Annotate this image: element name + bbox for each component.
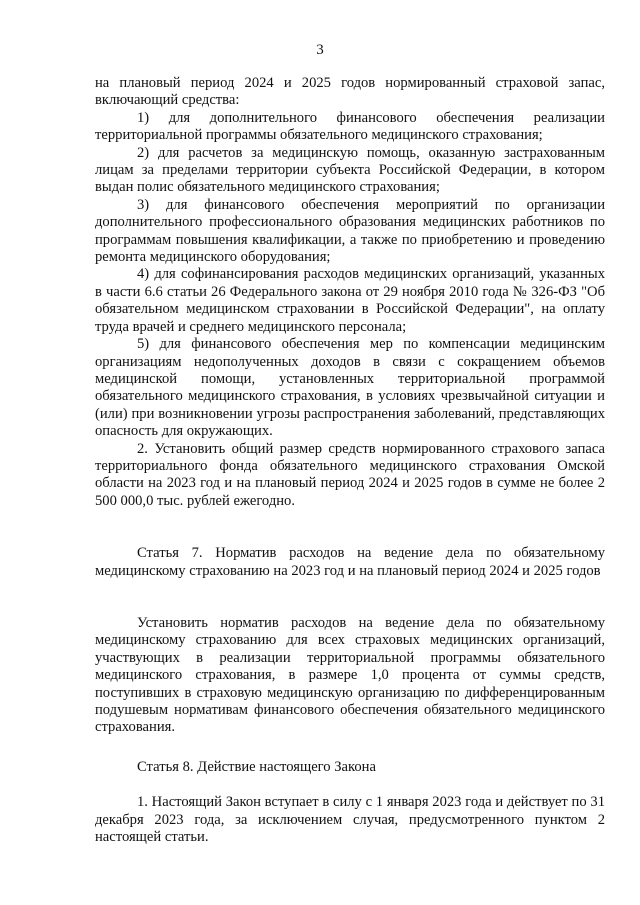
paragraph-continuation: на плановый период 2024 и 2025 годов нормированный страховой запас, включающий средства: — [95, 75, 605, 109]
article-8-heading: Статья 8. Действие настоящего Закона — [137, 758, 376, 775]
article-7-heading: Статья 7. Норматив расходов на ведение дела по обязательному медицинскому страхованию на 2023 год и на плановый период 2024 и 2025 годов — [95, 545, 605, 579]
list-item-1: 1) для дополнительного финансового обеспечения реализации территориальной программы обязательного медицинского страхования; — [95, 109, 605, 144]
document-body — [95, 75, 605, 846]
list-item-5: 5) для финансового обеспечения мер по компенсации медицинским организациям недополученных доходов в связи с сокращением объемов медицинской помощи, установленных территориальной программой обязательного медицинского страхования, в условиях чрезвычайной ситуации и (или) при возникновении угрозы распространения заболеваний, представляющих опасность для окружающих. — [95, 336, 605, 440]
page-number: 3 — [316, 42, 324, 58]
article-7-text: Установить норматив расходов на ведение дела по обязательному медицинскому страхованию для всех страховых медицинских организаций, участвующих в реализации территориальной программы обязательного медицинского страхования, в размере 1,0 процента от суммы средств, поступивших в страховую медицинскую организацию по дифференцированным подушевым нормативам финансового обеспечения обязательного медицинского страхования. — [95, 614, 605, 736]
list-item-4: 4) для софинансирования расходов медицинских организаций, указанных в части 6.6 статьи 26 Федерального закона от 29 ноября 2010 года № 326-ФЗ "Об обязательном медицинском страховании в Российской Федерации", на оплату труда врачей и среднего медицинского персонала; — [95, 266, 605, 335]
list-item-3: 3) для финансового обеспечения мероприятий по организации дополнительного профессионального образования медицинских работников по программам повышения квалификации, а также по приобретению и проведению ремонта медицинского оборудования; — [95, 196, 605, 266]
article-8-point-1: 1. Настоящий Закон вступает в силу с 1 января 2023 года и действует по 31 декабря 2023 года, за исключением случая, предусмотренного пунктом 2 настоящей статьи. — [95, 794, 605, 846]
list-item-2: 2) для расчетов за медицинскую помощь, оказанную застрахованным лицам за пределами территории субъекта Российской Федерации, в котором выдан полис обязательного медицинского страхования; — [95, 144, 605, 196]
paragraph-point-2: 2. Установить общий размер средств нормированного страхового запаса территориального фонда обязательного медицинского страхования Омской области на 2023 год и на плановый период 2024 и 2025 годов в сумме не более 2 500 000,0 тыс. рублей ежегодно. — [95, 440, 605, 509]
